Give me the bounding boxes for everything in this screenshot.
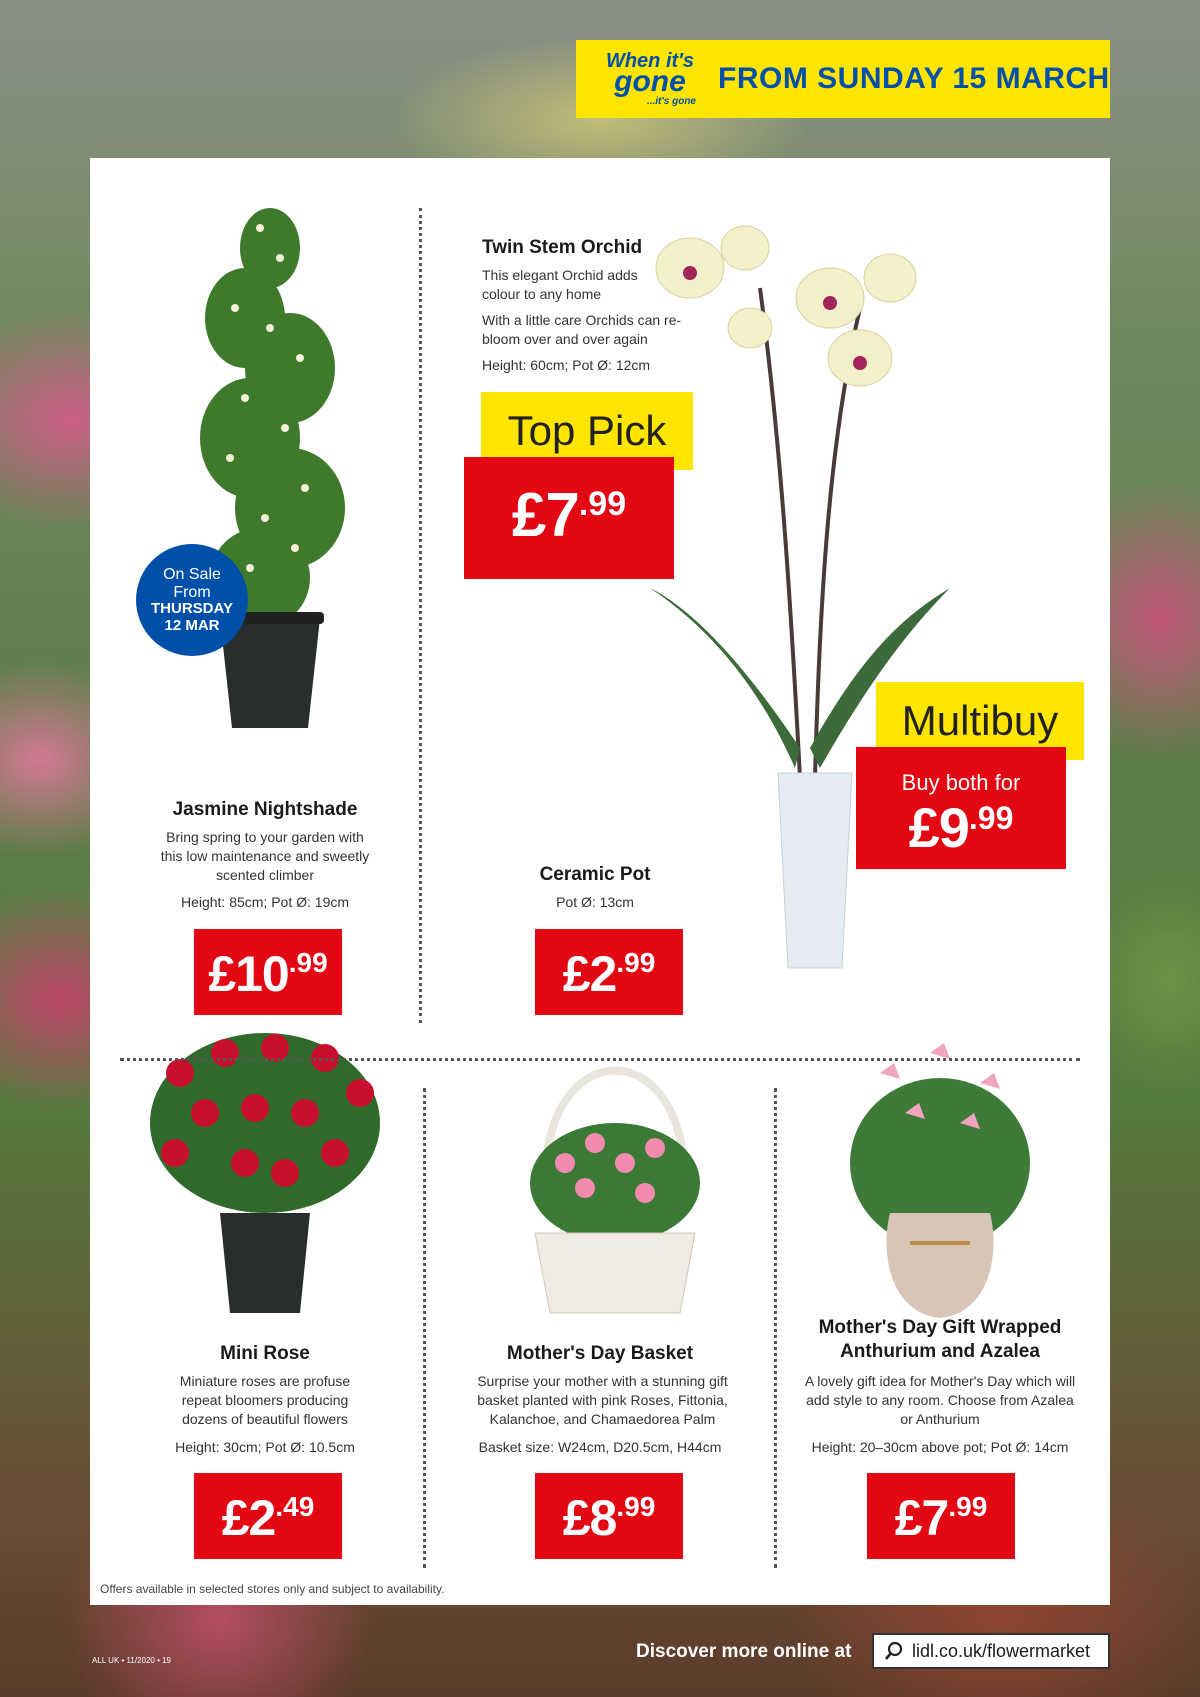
product-size-basket: Basket size: W24cm, D20.5cm, H44cm — [478, 1439, 722, 1455]
product-desc-jasmine: Bring spring to your garden with this low maintenance and sweetly scented climber — [160, 829, 370, 883]
product-title-ceramic-pot: Ceramic Pot — [539, 864, 651, 885]
divider-horizontal — [120, 1058, 1080, 1061]
product-title-jasmine: Jasmine Nightshade — [172, 799, 358, 820]
divider-vertical — [419, 208, 422, 1023]
page-code: ALL UK • 11/2020 • 19 — [92, 1656, 171, 1665]
discover-text: Discover more online at — [636, 1641, 852, 1662]
when-its-gone-logo: When it's gone ...it's gone — [605, 50, 696, 107]
product-size-orchid: Height: 60cm; Pot Ø: 12cm — [482, 357, 651, 373]
price-tag-jasmine: £10 .99 — [194, 929, 342, 1015]
price-tag-mini-rose: £2 .49 — [194, 1473, 342, 1559]
product-size-anthurium: Height: 20–30cm above pot; Pot Ø: 14cm — [811, 1439, 1069, 1455]
price-tag-orchid: £7 .99 — [464, 457, 674, 579]
jasmine-plant-image — [150, 188, 390, 748]
website-link[interactable] — [872, 1633, 1110, 1669]
product-desc-basket: Surprise your mother with a stunning gift basket planted with pink Roses, Fittonia, Kalanchoe, and Chamaedorea Palm — [477, 1373, 728, 1427]
product-desc-orchid-1: This elegant Orchid adds colour to any home — [482, 267, 638, 302]
price-tag-anthurium: £7 .99 — [867, 1473, 1015, 1559]
multibuy-price-tag: Buy both for £9 .99 — [856, 747, 1066, 869]
product-desc-orchid-2: With a little care Orchids can re-bloom over and over again — [482, 312, 682, 347]
product-desc-anthurium: A lovely gift idea for Mother's Day which will add style to any room. Choose from Azalea or Anthurium — [804, 1373, 1076, 1427]
product-size-jasmine: Height: 85cm; Pot Ø: 19cm — [180, 894, 350, 910]
divider-vertical — [423, 1088, 426, 1568]
product-card — [90, 158, 1110, 1605]
availability-note: Offers available in selected stores only and subject to availability. — [100, 1582, 445, 1596]
product-size-ceramic-pot: Pot Ø: 13cm — [556, 894, 634, 910]
banner-date: FROM SUNDAY 15 MARCH — [718, 62, 1110, 95]
top-pick-tag: Top Pick — [481, 392, 693, 470]
on-sale-badge: On Sale From THURSDAY 12 MAR — [136, 544, 248, 656]
multibuy-tag: Multibuy — [876, 682, 1084, 760]
product-title-mini-rose: Mini Rose — [220, 1343, 310, 1364]
website-url: lidl.co.uk/flowermarket — [912, 1640, 1091, 1661]
search-icon — [884, 1641, 904, 1661]
price-tag-ceramic-pot: £2 .99 — [535, 929, 683, 1015]
promo-banner — [576, 40, 1110, 118]
product-title-anthurium: Mother's Day Gift Wrapped Anthurium and Azalea — [818, 1317, 1062, 1362]
price-tag-basket: £8 .99 — [535, 1473, 683, 1559]
product-title-orchid: Twin Stem Orchid — [482, 237, 643, 258]
divider-vertical — [774, 1088, 777, 1568]
product-title-basket: Mother's Day Basket — [506, 1343, 694, 1364]
product-desc-mini-rose: Miniature roses are profuse repeat bloomers producing dozens of beautiful flowers — [179, 1373, 351, 1427]
product-size-mini-rose: Height: 30cm; Pot Ø: 10.5cm — [175, 1439, 355, 1455]
